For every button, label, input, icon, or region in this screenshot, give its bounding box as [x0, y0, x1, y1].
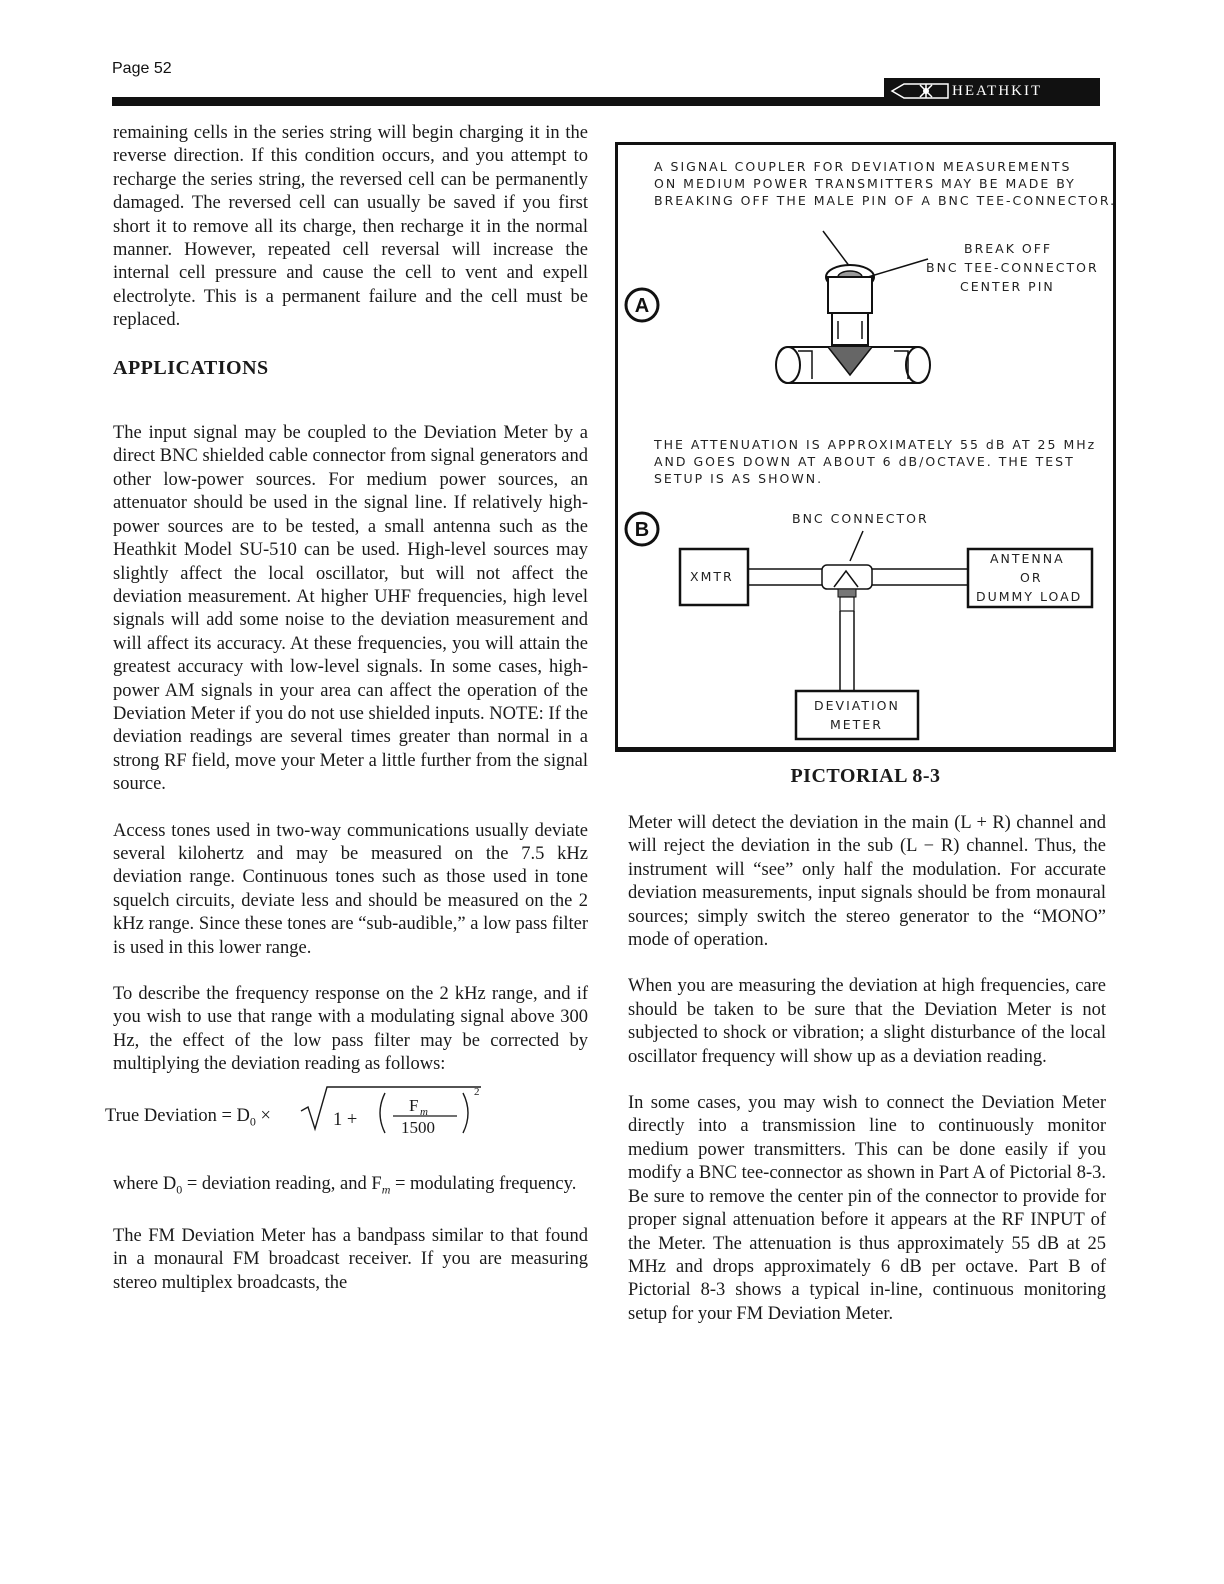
formula-one: 1 + — [333, 1109, 358, 1130]
paragraph-transmission-line: In some cases, you may wish to connect the Deviation Meter directly into a transmission line to continuously monitor medium power transmitters. This can be done easily if you modify a BNC tee-connector as shown in Part A of Pictorial 8-3. Be sure to remove the center pin of the connector to provide for proper signal attenuation before it appears at the RF INPUT of the Meter. The attenuation is thus approximately 55 dB at 25 MHz and drops approximately 6 dB per octave. Part B of Pictorial 8-3 shows a typical in-line, continuous monitoring setup for your FM Deviation Meter. — [628, 1093, 1106, 1324]
pictorial-8-3-figure — [615, 142, 1116, 752]
part-a-text-3: BREAKING OFF THE MALE PIN OF A BNC TEE-CONNECTOR. — [654, 193, 1117, 208]
part-a-text-1: A SIGNAL COUPLER FOR DEVIATION MEASUREMENTS — [654, 159, 1072, 174]
callout-bnc-tee: BNC TEE-CONNECTOR — [926, 260, 1099, 275]
antenna-label: ANTENNA — [990, 551, 1065, 566]
xmtr-label: XMTR — [690, 569, 734, 584]
part-b-text-3: SETUP IS AS SHOWN. — [654, 471, 824, 486]
paragraph-high-frequencies: When you are measuring the deviation at high frequencies, care should be taken to be sure that the Deviation Meter is not subjected to shock or vibration; a slight disturbance of the local oscillator frequency will show up as a deviation reading. — [628, 976, 1106, 1067]
paragraph-access-tones: Access tones used in two-way communications usually deviate several kilohertz and may be measured on the 7.5 kHz deviation range. Continuous tones such as those used in tone squelch circuits, deviate less and should be measured on the 2 kHz range. Since these tones are “sub-audible,” a low pass filter is used in this lower range. — [113, 820, 588, 958]
deviation-label: DEVIATION — [814, 698, 900, 713]
paragraph-input-signal: The input signal may be coupled to the Deviation Meter by a direct BNC shielded cable connector from signal generators and other low-power sources. For medium power sources, an attenuator should be used in the signal line. If relatively high-power sources are to be tested, a small antenna such as the Heathkit Model SU-510 can be used. High-level sources may slightly affect the local oscillator, but will not affect the deviation measurement. At higher UHF frequencies, high level signals will add some noise to the deviation measurement and will affect its accuracy. At these frequencies, you will attain the greatest accuracy with low-level signals. In some cases, high-power AM signals in your area can affect the operation of the Deviation Meter if you do not use shielded inputs. NOTE: If the deviation readings are several times greater than normal in a strong RF field, move your Meter a little further from the signal source. — [113, 423, 588, 795]
svg-text:B: B — [634, 519, 650, 541]
antenna-or-label: OR — [1020, 570, 1043, 585]
callout-break-off: BREAK OFF — [964, 241, 1053, 256]
formula-denominator: 1500 — [401, 1117, 435, 1137]
formula-radical — [105, 1081, 525, 1145]
paragraph-where: where $D_0$ = deviation reading, and $F_m$ = modulating frequency. — [113, 1173, 577, 1197]
figure-caption: PICTORIAL 8-3 — [790, 765, 941, 787]
paragraph-cell-reversal: remaining cells in the series string will begin charging it in the reverse direction. If this condition occurs, and you attempt to recharge the series string, the reversed cell can be permanently damaged. The reversed cell can usually be saved if you first short it to remove all its charge, then recharge it in the normal manner. However, repeated cell reversal will increase the internal cell pressure and cause the cell to vent and expell electrolyte. This is a permanent failure and the cell must be replaced. — [113, 123, 588, 331]
bnc-connector-label: BNC CONNECTOR — [792, 511, 929, 526]
applications-heading: APPLICATIONS — [113, 356, 269, 379]
formula-lhs: True Deviation = $D_0$ × — [105, 1105, 271, 1129]
callout-center-pin: CENTER PIN — [960, 279, 1055, 294]
bnc-tee-connector-drawing — [768, 225, 948, 405]
svg-text:A: A — [634, 295, 650, 317]
part-b-text-2: AND GOES DOWN AT ABOUT 6 dB/OCTAVE. THE TEST — [654, 454, 1075, 469]
heathkit-logo-icon — [890, 81, 950, 101]
logo-text: HEATHKIT — [952, 82, 1043, 99]
left-column — [105, 122, 588, 1295]
formula-numerator-sub: m — [420, 1105, 428, 1118]
part-b-text-1: THE ATTENUATION IS APPROXIMATELY 55 dB AT 25 MHz — [654, 437, 1097, 452]
formula-numerator: F — [409, 1095, 419, 1115]
part-a-text-2: ON MEDIUM POWER TRANSMITTERS MAY BE MADE BY — [654, 176, 1076, 191]
paragraph-frequency-response: To describe the frequency response on the 2 kHz range, and if you wish to use that range with a modulating signal above 300 Hz, the effect of the low pass filter may be corrected by multiplying the deviation reading as follows: — [113, 984, 588, 1075]
right-column — [628, 812, 1106, 1326]
heathkit-logo — [884, 78, 1100, 104]
meter-label: METER — [830, 717, 883, 732]
dummy-load-label: DUMMY LOAD — [976, 589, 1083, 604]
paragraph-stereo: Meter will detect the deviation in the main (L + R) channel and will reject the deviation in the sub (L − R) channel. Thus, the instrument will “see” only half the modulation. For accurate deviation measurements, input signals should be from monaural sources; simply switch the stereo generator to the “MONO” mode of operation. — [628, 813, 1106, 951]
paragraph-bandpass: The FM Deviation Meter has a bandpass similar to that found in a monaural FM broadcast receiver. If you are measuring stereo multiplex broadcasts, the — [113, 1225, 588, 1293]
part-a-label — [622, 285, 662, 325]
true-deviation-formula — [105, 1081, 588, 1145]
page-number: Page 52 — [112, 60, 172, 77]
formula-exponent: 2 — [474, 1085, 480, 1098]
